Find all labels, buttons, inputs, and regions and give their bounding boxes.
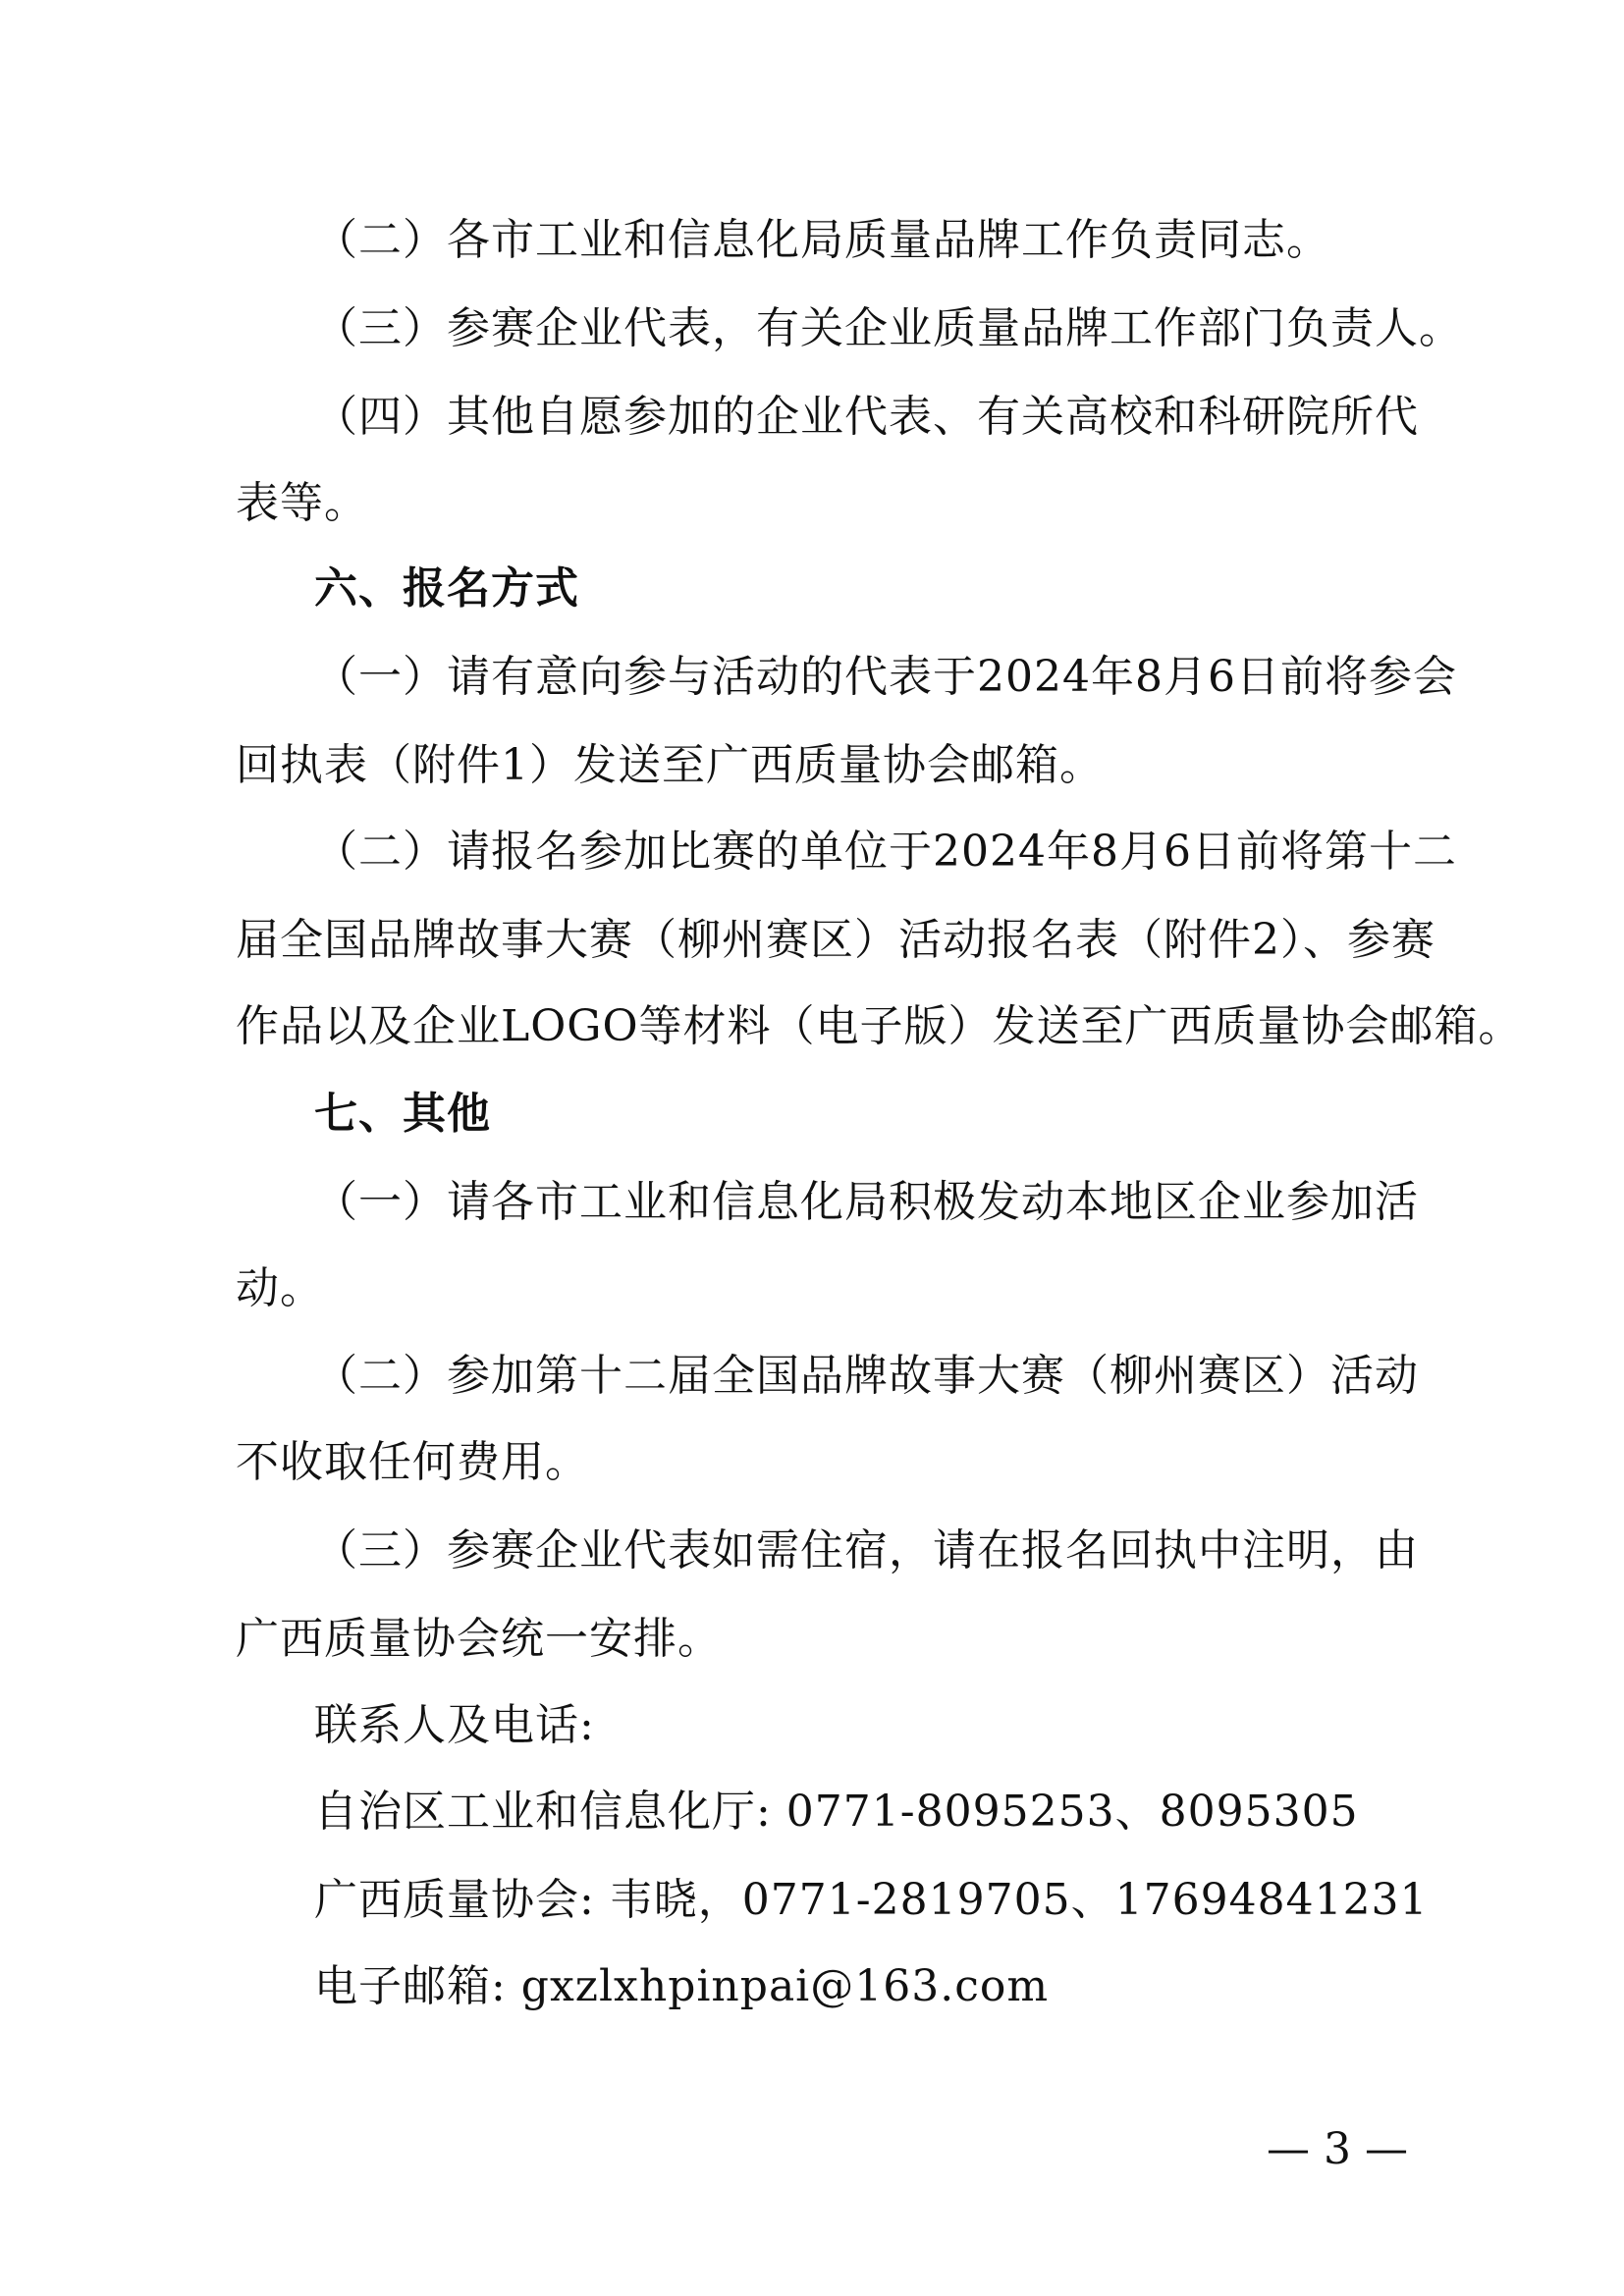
text-line: （一）请有意向参与活动的代表于2024年8月6日前将参会 xyxy=(314,652,1457,702)
text-line: 广西质量协会统一安排。 xyxy=(236,1614,722,1664)
text-line: 作品以及企业LOGO等材料（电子版）发送至广西质量协会邮箱。 xyxy=(236,1001,1523,1051)
contact-line-email: 电子邮箱: gxzlxhpinpai@163.com xyxy=(314,1961,1050,2011)
text-line: 不收取任何费用。 xyxy=(236,1437,589,1487)
text-line: （二）各市工业和信息化局质量品牌工作负责同志。 xyxy=(314,215,1330,265)
text-line: 动。 xyxy=(236,1263,324,1313)
text-line: （四）其他自愿参加的企业代表、有关高校和科研院所代 xyxy=(314,392,1419,442)
contact-heading: 联系人及电话: xyxy=(314,1700,595,1750)
section-heading-registration: 六、报名方式 xyxy=(314,563,579,614)
text-line: 届全国品牌故事大赛（柳州赛区）活动报名表（附件2）、参赛 xyxy=(236,915,1435,965)
text-line: 表等。 xyxy=(236,478,368,528)
text-line: （三）参赛企业代表，有关企业质量品牌工作部门负责人。 xyxy=(314,303,1463,353)
section-heading-other: 七、其他 xyxy=(314,1089,491,1139)
contact-line-department: 自治区工业和信息化厅: 0771-8095253、8095305 xyxy=(314,1787,1359,1837)
text-line: （一）请各市工业和信息化局积极发动本地区企业参加活 xyxy=(314,1177,1419,1227)
text-line: 回执表（附件1）发送至广西质量协会邮箱。 xyxy=(236,740,1104,790)
page-number: — 3 — xyxy=(1267,2124,1408,2174)
text-line: （三）参赛企业代表如需住宿，请在报名回执中注明，由 xyxy=(314,1525,1419,1575)
text-line: （二）请报名参加比赛的单位于2024年8月6日前将第十二 xyxy=(314,827,1457,877)
contact-line-association: 广西质量协会: 韦晓，0771-2819705、17694841231 xyxy=(314,1875,1429,1925)
text-line: （二）参加第十二届全国品牌故事大赛（柳州赛区）活动 xyxy=(314,1351,1419,1401)
